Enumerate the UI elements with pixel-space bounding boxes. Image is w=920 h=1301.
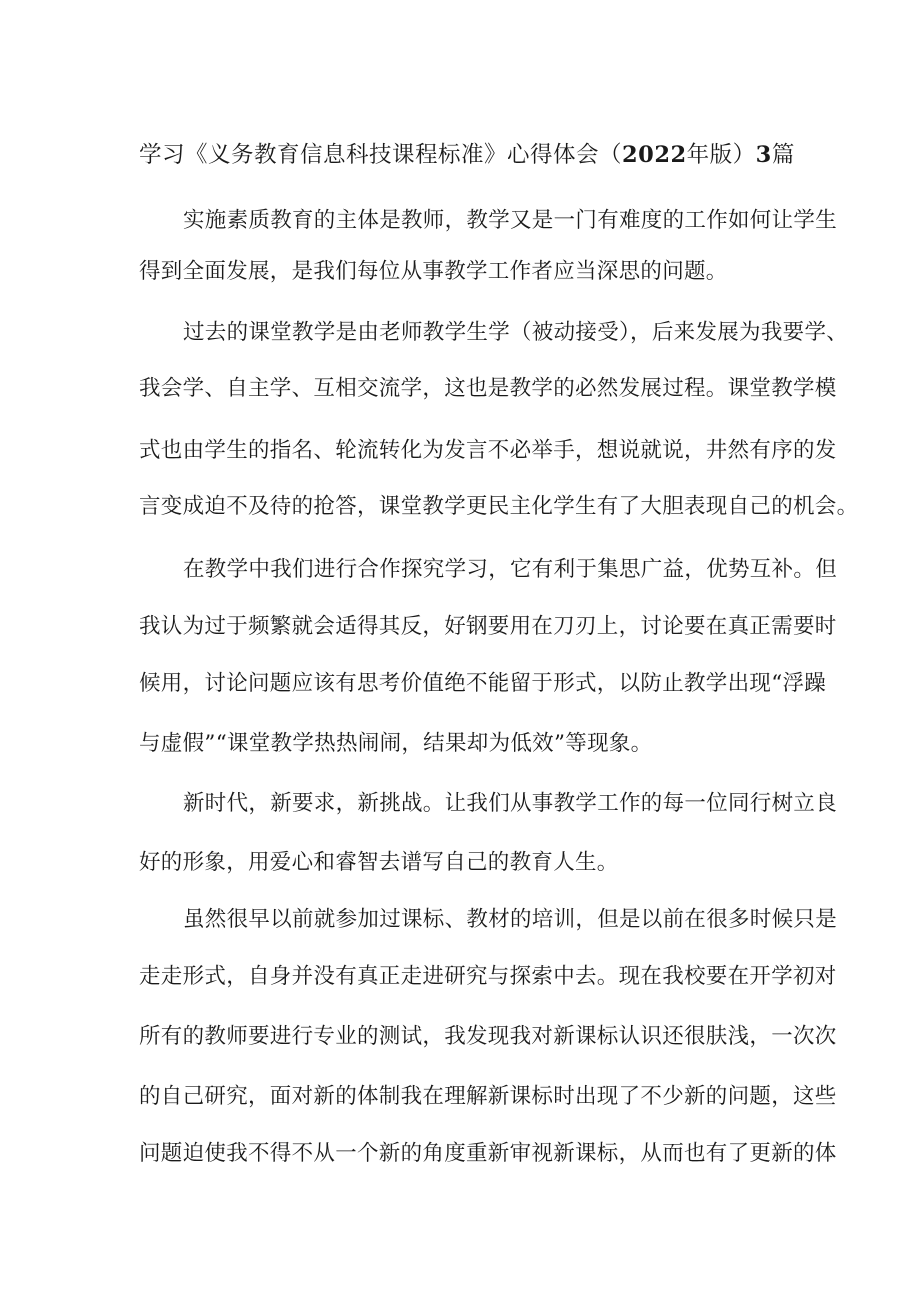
paragraph-2-line-4: 言变成迫不及待的抢答，课堂教学更民主化学生有了大胆表现自己的机会。 xyxy=(139,494,859,519)
paragraph-5-line-3: 所有的教师要进行专业的测试，我发现我对新课标认识还很肤浅，一次次 xyxy=(139,1024,837,1049)
title-year: 2022 xyxy=(622,142,687,168)
paragraph-5-line-5: 问题迫使我不得不从一个新的角度重新审视新课标，从而也有了更新的体 xyxy=(139,1141,837,1166)
paragraph-5-line-2: 走走形式，自身并没有真正走进研究与探索中去。现在我校要在开学初对 xyxy=(139,964,837,989)
paragraph-3-line-3: 候用，讨论问题应该有思考价值绝不能留于形式，以防止教学出现“浮躁 xyxy=(139,671,827,696)
paragraph-3-line-2: 我认为过于频繁就会适得其反，好钢要用在刀刃上，讨论要在真正需要时 xyxy=(139,614,837,639)
paragraph-5-line-4: 的自己研究，面对新的体制我在理解新课标时出现了不少新的问题，这些 xyxy=(139,1084,837,1109)
title-part: 学习《义务教育信息科技课程标准》心得体会（ xyxy=(139,142,623,168)
paragraph-2-line-2: 我会学、自主学、互相交流学，这也是教学的必然发展过程。课堂教学模 xyxy=(139,376,837,401)
paragraph-1-line-1: 实施素质教育的主体是教师，教学又是一门有难度的工作如何让学生 xyxy=(183,208,838,233)
paragraph-3-line-4: 与虚假”“课堂教学热热闹闹，结果却为低效”等现象。 xyxy=(139,731,653,756)
paragraph-1-line-2: 得到全面发展，是我们每位从事教学工作者应当深思的问题。 xyxy=(139,259,728,284)
paragraph-5-line-1: 虽然很早以前就参加过课标、教材的培训，但是以前在很多时候只是 xyxy=(183,907,838,932)
paragraph-3-line-1: 在教学中我们进行合作探究学习，它有利于集思广益，优势互补。但 xyxy=(183,557,838,582)
title-count: 3 xyxy=(755,142,772,168)
document-title xyxy=(139,140,839,170)
paragraph-2-line-1: 过去的课堂教学是由老师教学生学（被动接受），后来发展为我要学、 xyxy=(183,320,849,345)
paragraph-2-line-3: 式也由学生的指名、轮流转化为发言不必举手，想说就说，井然有序的发 xyxy=(139,438,837,463)
paragraph-4-line-2: 好的形象，用爱心和睿智去谱写自己的教育人生。 xyxy=(139,850,619,875)
paragraph-4-line-1: 新时代，新要求，新挑战。让我们从事教学工作的每一位同行树立良 xyxy=(183,791,838,816)
title-part: 年版） xyxy=(686,142,756,168)
title-part: 篇 xyxy=(771,142,795,168)
